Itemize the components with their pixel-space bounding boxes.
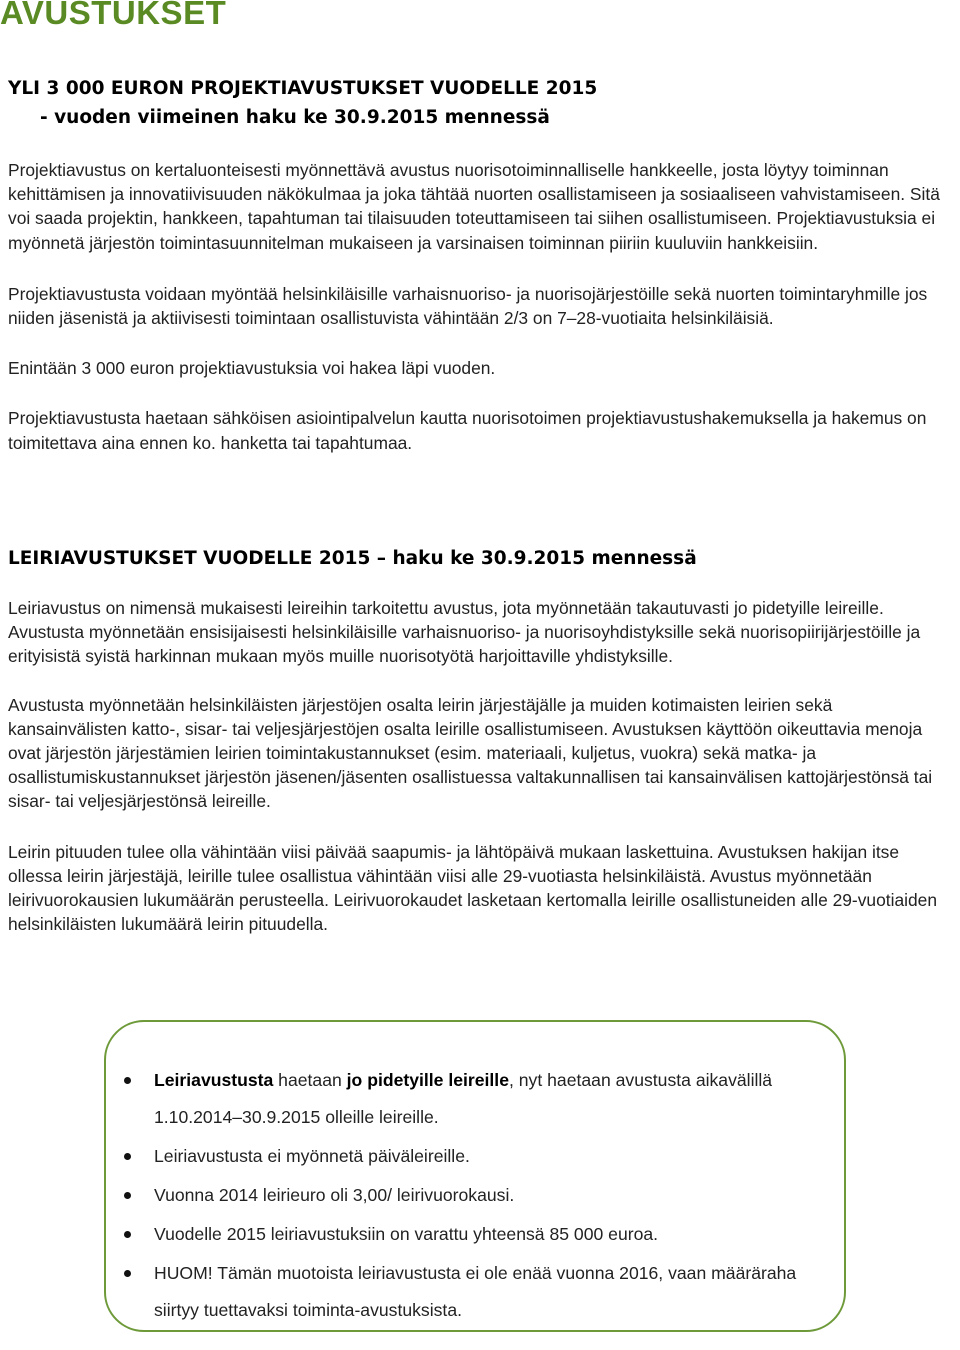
list-item	[154, 1177, 834, 1214]
list-item-text: , nyt haetaan avustusta aikavälillä 1.10.2014–30.9.2015 olleille leireille.	[154, 1070, 773, 1127]
paragraph: Projektiavustusta haetaan sähköisen asiointipalvelun kautta nuorisotoimen projektiavustushakemuksella ja hakemus on toimitettava aina ennen ko. hanketta tai tapahtumaa.	[8, 408, 927, 453]
list-item	[154, 1255, 834, 1329]
list-item-text: haetaan	[273, 1070, 347, 1090]
bullet-icon	[124, 1077, 131, 1084]
bullet-icon	[124, 1192, 131, 1199]
project-grants-heading: YLI 3 000 EURON PROJEKTIAVUSTUKSET VUODELLE 2015	[8, 78, 598, 99]
list-item-bold: jo pidetyille leireille	[346, 1070, 509, 1090]
bullet-icon	[124, 1153, 131, 1160]
list-item-text: Vuonna 2014 leirieuro oli 3,00/ leirivuorokausi.	[154, 1185, 515, 1205]
list-item-text: HUOM! Tämän muotoista leiriavustusta ei ole enää vuonna 2016, vaan määräraha siirtyy tuettavaksi toiminta-avustuksista.	[154, 1263, 797, 1320]
paragraph: Enintään 3 000 euron projektiavustuksia voi hakea läpi vuoden.	[8, 358, 496, 379]
list-item-bold: Leiriavustusta	[154, 1070, 274, 1090]
project-grants-body	[8, 158, 954, 455]
info-box	[104, 1020, 846, 1332]
list-item-text: Leiriavustusta ei myönnetä päiväleireille.	[154, 1146, 470, 1166]
list-item	[154, 1062, 834, 1136]
bullet-icon	[124, 1270, 131, 1277]
paragraph: Avustusta myönnetään helsinkiläisten järjestöjen osalta leirin järjestäjälle ja muiden kotimaisten leirien sekä kansainvälisten katto-, sisar- tai veljesjärjestöjen osalta leirille osallistumiseen. Avustuksen käyttöön oikeuttavia menoja ovat järjestön järjestämien leirien toimintakustannukset (esim. materiaali, kuljetus, vuokra) sekä matka- ja osallistumiskustannukset järjestön jäsenen/jäsenten osallistuessa valtakunnallisen tai kansainvälisen kattojärjestönsä tai sisar- tai veljesjärjestönsä leireille.	[8, 694, 933, 812]
camp-grants-body	[8, 596, 954, 936]
project-grants-deadline: - vuoden viimeinen haku ke 30.9.2015 mennessä	[40, 107, 550, 128]
bullet-icon	[124, 1231, 131, 1238]
list-item	[154, 1138, 834, 1175]
page-title: AVUSTUKSET	[0, 0, 227, 31]
paragraph: Projektiavustusta voidaan myöntää helsinkiläisille varhaisnuoriso- ja nuorisojärjestöille sekä nuorten toimintaryhmille jos niiden jäsenistä ja aktiivisesti toimintaan osallistuvista vähintään 2/3 on 7–28-vuotiaita helsinkiläisiä.	[8, 283, 928, 329]
list-item-text: Vuodelle 2015 leiriavustuksiin on varattu yhteensä 85 000 euroa.	[154, 1224, 659, 1244]
paragraph: Leirin pituuden tulee olla vähintään viisi päivää saapumis- ja lähtöpäivä mukaan laskettuina. Avustuksen hakijan itse ollessa leirin järjestäjä, leirille tulee osallistua vähintään viisi alle 29-vuotiasta helsinkiläistä. Avustus myönnetään leirivuorokausien lukumäärän perusteella. Leirivuorokaudet lasketaan kertomalla leirille osallistuneiden alle 29-vuotiaiden helsinkiläisten lukumäärä leirin pituudella.	[8, 841, 937, 935]
info-list	[154, 1062, 834, 1331]
paragraph: Projektiavustus on kertaluonteisesti myönnettävä avustus nuorisotoiminnalliselle hankkeelle, josta löytyy toiminnan kehittämisen ja innovatiivisuuden näkökulmaa ja joka tähtää nuorten osallistamiseen ja sosiaaliseen vahvistamiseen. Sitä voi saada projektin, hankkeen, tapahtuman tai tilaisuuden toteuttamiseen tai siihen osallistumiseen. Projektiavustuksia ei myönnetä järjestön toimintasuunnitelman mukaiseen ja varsinaisen toiminnan piiriin kuuluviin hankkeisiin.	[8, 160, 940, 253]
camp-grants-heading: LEIRIAVUSTUKSET VUODELLE 2015 – haku ke 30.9.2015 mennessä	[8, 548, 697, 569]
paragraph: Leiriavustus on nimensä mukaisesti leireihin tarkoitettu avustus, jota myönnetään takautuvasti jo pidetyille leireille. Avustusta myönnetään ensisijaisesti helsinkiläisille varhaisnuoriso- ja nuorisoyhdistyksille sekä nuorisopiirijärjestöille ja erityisistä syistä harkinnan mukaan myös muille nuorisotyötä harjoittaville yhdistyksille.	[8, 598, 921, 667]
list-item	[154, 1216, 834, 1253]
